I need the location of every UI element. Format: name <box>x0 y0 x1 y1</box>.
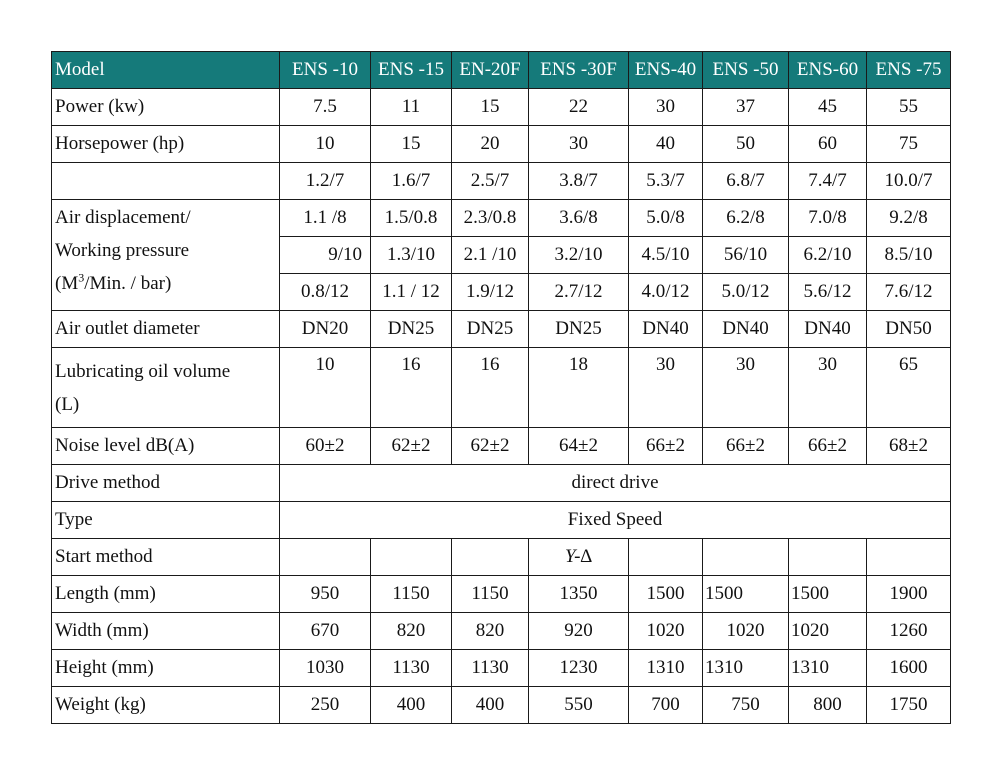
table-cell: 20 <box>452 126 529 163</box>
table-cell: 1.2/7 <box>280 163 371 200</box>
table-cell: 15 <box>452 89 529 126</box>
table-cell: 3.8/7 <box>529 163 629 200</box>
table-cell: 45 <box>789 89 867 126</box>
label-line: Working pressure <box>55 240 190 261</box>
table-cell: 400 <box>452 687 529 724</box>
table-cell: 1020 <box>703 613 789 650</box>
table-cell: 1310 <box>789 650 867 687</box>
table-cell: 8.5/10 <box>867 237 951 274</box>
row-label: Height (mm) <box>52 650 280 687</box>
table-cell: 30 <box>629 348 703 428</box>
table-cell: 18 <box>529 348 629 428</box>
table-cell: 6.2/10 <box>789 237 867 274</box>
table-cell: Y-∆ <box>529 539 629 576</box>
header-label: Model <box>52 52 280 89</box>
table-row <box>52 539 951 576</box>
empty-cell <box>789 539 867 576</box>
table-cell: 1150 <box>452 576 529 613</box>
table-cell: 1150 <box>371 576 452 613</box>
table-cell: 7.6/12 <box>867 274 951 311</box>
model-header: ENS -75 <box>867 52 951 89</box>
model-header: EN-20F <box>452 52 529 89</box>
table-cell: 55 <box>867 89 951 126</box>
table-cell: 10 <box>280 126 371 163</box>
empty-cell <box>629 539 703 576</box>
row-label: Width (mm) <box>52 613 280 650</box>
table-cell: 7.4/7 <box>789 163 867 200</box>
table-cell: 1500 <box>629 576 703 613</box>
table-cell: 3.2/10 <box>529 237 629 274</box>
table-cell: 1260 <box>867 613 951 650</box>
table-cell: 1500 <box>789 576 867 613</box>
table-row <box>52 576 951 613</box>
table-cell: 700 <box>629 687 703 724</box>
table-cell: 1230 <box>529 650 629 687</box>
table-cell: 1.6/7 <box>371 163 452 200</box>
table-cell: 22 <box>529 89 629 126</box>
table-cell: 800 <box>789 687 867 724</box>
table-cell: 60 <box>789 126 867 163</box>
table-cell: 68±2 <box>867 428 951 465</box>
empty-cell <box>452 539 529 576</box>
table-cell: 5.0/8 <box>629 200 703 237</box>
oil-label <box>52 348 280 428</box>
table-cell: 1.9/12 <box>452 274 529 311</box>
empty-label-cell <box>52 163 280 200</box>
table-cell: DN50 <box>867 311 951 348</box>
table-cell: 2.7/12 <box>529 274 629 311</box>
table-cell: 950 <box>280 576 371 613</box>
table-cell: 1600 <box>867 650 951 687</box>
table-cell: 250 <box>280 687 371 724</box>
table-row <box>52 200 951 237</box>
empty-cell <box>280 539 371 576</box>
table-cell: 10 <box>280 348 371 428</box>
table-cell: 11 <box>371 89 452 126</box>
row-label: Power (kw) <box>52 89 280 126</box>
table-cell: 66±2 <box>703 428 789 465</box>
table-row <box>52 348 951 428</box>
table-cell: 1750 <box>867 687 951 724</box>
table-cell: 1310 <box>703 650 789 687</box>
table-cell: 75 <box>867 126 951 163</box>
table-cell: 1310 <box>629 650 703 687</box>
row-label: Noise level dB(A) <box>52 428 280 465</box>
table-cell: 820 <box>452 613 529 650</box>
table-cell: 1130 <box>371 650 452 687</box>
table-row <box>52 126 951 163</box>
table-row <box>52 650 951 687</box>
table-cell: 7.0/8 <box>789 200 867 237</box>
table-row <box>52 311 951 348</box>
table-cell: 3.6/8 <box>529 200 629 237</box>
table-cell: 10.0/7 <box>867 163 951 200</box>
table-cell: 1.3/10 <box>371 237 452 274</box>
table-cell: 6.8/7 <box>703 163 789 200</box>
empty-cell <box>371 539 452 576</box>
table-cell: 2.1 /10 <box>452 237 529 274</box>
table-cell: 62±2 <box>371 428 452 465</box>
table-row <box>52 687 951 724</box>
model-header: ENS-40 <box>629 52 703 89</box>
table-cell-merged: Fixed Speed <box>280 502 951 539</box>
table-cell: 2.5/7 <box>452 163 529 200</box>
row-label: Weight (kg) <box>52 687 280 724</box>
header-row <box>52 52 951 89</box>
table-cell: 1130 <box>452 650 529 687</box>
row-label: Horsepower (hp) <box>52 126 280 163</box>
label-line: ($M^3$/Min. / bar) <box>55 270 172 294</box>
table-cell-merged: direct drive <box>280 465 951 502</box>
table-cell: 750 <box>703 687 789 724</box>
table-cell: DN25 <box>529 311 629 348</box>
model-header: ENS -15 <box>371 52 452 89</box>
table-cell: 30 <box>703 348 789 428</box>
row-label: Length (mm) <box>52 576 280 613</box>
table-cell: 9/10 <box>280 237 371 274</box>
spec-table <box>51 51 951 724</box>
table-cell: DN25 <box>371 311 452 348</box>
table-row <box>52 163 951 200</box>
table-cell: 4.5/10 <box>629 237 703 274</box>
table-cell: 40 <box>629 126 703 163</box>
table-cell: 670 <box>280 613 371 650</box>
table-cell: DN20 <box>280 311 371 348</box>
table-cell: 2.3/0.8 <box>452 200 529 237</box>
table-cell: 820 <box>371 613 452 650</box>
table-cell: 7.5 <box>280 89 371 126</box>
row-label: Start method <box>52 539 280 576</box>
table-cell: 1900 <box>867 576 951 613</box>
table-row <box>52 89 951 126</box>
table-cell: 1500 <box>703 576 789 613</box>
table-cell: 16 <box>452 348 529 428</box>
table-cell: 4.0/12 <box>629 274 703 311</box>
table-cell: 66±2 <box>629 428 703 465</box>
table-cell: 1020 <box>629 613 703 650</box>
table-row <box>52 428 951 465</box>
table-cell: 0.8/12 <box>280 274 371 311</box>
table-cell: 1020 <box>789 613 867 650</box>
table-cell: 30 <box>629 89 703 126</box>
model-header: ENS -50 <box>703 52 789 89</box>
table-cell: DN40 <box>789 311 867 348</box>
table-cell: 30 <box>529 126 629 163</box>
table-cell: 1030 <box>280 650 371 687</box>
table-row <box>52 502 951 539</box>
table-cell: 60±2 <box>280 428 371 465</box>
table-cell: 37 <box>703 89 789 126</box>
label-line: (L) <box>55 393 80 415</box>
table-cell: 56/10 <box>703 237 789 274</box>
table-cell: 6.2/8 <box>703 200 789 237</box>
table-cell: 66±2 <box>789 428 867 465</box>
air-displacement-label <box>52 200 280 311</box>
label-line: Lubricating oil volume <box>55 360 231 382</box>
table-cell: 64±2 <box>529 428 629 465</box>
table-cell: 5.3/7 <box>629 163 703 200</box>
table-cell: DN40 <box>703 311 789 348</box>
table-cell: 920 <box>529 613 629 650</box>
table-cell: 1.5/0.8 <box>371 200 452 237</box>
row-label: Air outlet diameter <box>52 311 280 348</box>
table-row <box>52 465 951 502</box>
table-cell: 50 <box>703 126 789 163</box>
model-header: ENS-60 <box>789 52 867 89</box>
table-cell: DN25 <box>452 311 529 348</box>
table-cell: 30 <box>789 348 867 428</box>
table-cell: 400 <box>371 687 452 724</box>
row-label: Type <box>52 502 280 539</box>
empty-cell <box>867 539 951 576</box>
table-cell: 5.6/12 <box>789 274 867 311</box>
table-cell: 1.1 / 12 <box>371 274 452 311</box>
model-header: ENS -30F <box>529 52 629 89</box>
table-cell: 550 <box>529 687 629 724</box>
table-cell: 9.2/8 <box>867 200 951 237</box>
table-cell: 65 <box>867 348 951 428</box>
model-header: ENS -10 <box>280 52 371 89</box>
label-line: Air displacement/ <box>55 207 191 228</box>
table-cell: 16 <box>371 348 452 428</box>
table-cell: 1.1 /8 <box>280 200 371 237</box>
table-cell: 5.0/12 <box>703 274 789 311</box>
table-cell: DN40 <box>629 311 703 348</box>
table-cell: 62±2 <box>452 428 529 465</box>
table-row <box>52 613 951 650</box>
empty-cell <box>703 539 789 576</box>
table-cell: 1350 <box>529 576 629 613</box>
row-label: Drive method <box>52 465 280 502</box>
table-cell: 15 <box>371 126 452 163</box>
